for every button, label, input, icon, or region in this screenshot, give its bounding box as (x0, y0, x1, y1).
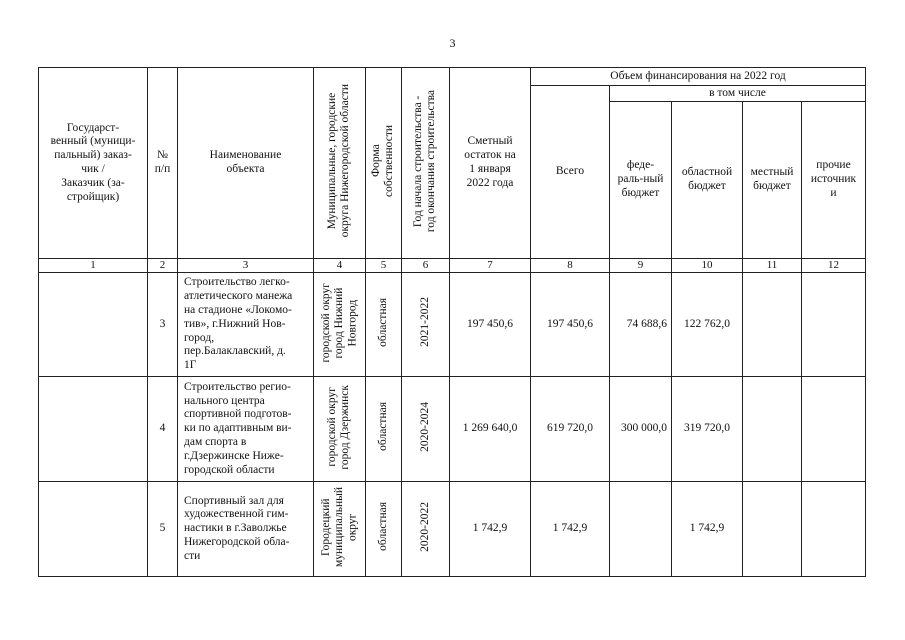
row-years: 2020-2022 (402, 482, 450, 577)
column-number: 4 (314, 259, 366, 273)
column-number: 9 (610, 259, 672, 273)
row-total: 1 742,9 (531, 482, 610, 577)
row-number: 3 (148, 273, 178, 377)
header-estimate: Сметный остаток на 1 января 2022 года (450, 68, 531, 259)
row-local (743, 482, 802, 577)
column-number-row (39, 259, 866, 273)
row-municipality: Городецкий муниципальный округ (314, 482, 366, 577)
page-number: 3 (449, 36, 456, 50)
header-funding: Объем финансирования на 2022 год (531, 68, 866, 86)
column-number: 7 (450, 259, 531, 273)
row-total: 619 720,0 (531, 377, 610, 482)
row-municipality: городской округ город Нижний Новгород (314, 273, 366, 377)
column-number: 12 (802, 259, 866, 273)
column-number: 1 (39, 259, 148, 273)
row-ownership: областная (366, 273, 402, 377)
header-other: прочие источник и (802, 102, 866, 259)
row-object-name: Спортивный зал для художественной гим- настики в г.Заволжье Нижегородской обла- сти (178, 482, 314, 577)
row-customer (39, 273, 148, 377)
column-number: 5 (366, 259, 402, 273)
row-estimate: 197 450,6 (450, 273, 531, 377)
column-number: 11 (743, 259, 802, 273)
table-row (39, 377, 866, 482)
column-number: 10 (672, 259, 743, 273)
header-years: Год начала строительства - год окончания строительства (402, 68, 450, 259)
row-ownership: областная (366, 482, 402, 577)
column-number: 8 (531, 259, 610, 273)
table-row (39, 482, 866, 577)
header-ownership: Форма собственности (366, 68, 402, 259)
header-object-name: Наименование объекта (178, 68, 314, 259)
header-including: в том числе (610, 86, 866, 102)
column-number: 3 (178, 259, 314, 273)
row-customer (39, 482, 148, 577)
row-total: 197 450,6 (531, 273, 610, 377)
row-estimate: 1 742,9 (450, 482, 531, 577)
row-number: 5 (148, 482, 178, 577)
row-other (802, 482, 866, 577)
column-number: 2 (148, 259, 178, 273)
row-customer (39, 377, 148, 482)
header-municipality: Муниципальные, городские округа Нижегородской области (314, 68, 366, 259)
table-row (39, 273, 866, 377)
row-regional: 122 762,0 (672, 273, 743, 377)
row-local (743, 377, 802, 482)
row-object-name: Строительство легко- атлетического манежа на стадионе «Локомо- тив», г.Нижний Нов- город, пер.Балаклавский, д. 1Г (178, 273, 314, 377)
row-local (743, 273, 802, 377)
row-years: 2020-2024 (402, 377, 450, 482)
financing-table (38, 67, 866, 577)
header-local: местный бюджет (743, 102, 802, 259)
row-estimate: 1 269 640,0 (450, 377, 531, 482)
row-years: 2021-2022 (402, 273, 450, 377)
row-federal (610, 482, 672, 577)
row-federal: 300 000,0 (610, 377, 672, 482)
row-number: 4 (148, 377, 178, 482)
column-number: 6 (402, 259, 450, 273)
row-object-name: Строительство регио- нального центра спортивной подготов- ки по адаптивным ви- дам спорта в г.Дзержинске Ниже- городской области (178, 377, 314, 482)
row-federal: 74 688,6 (610, 273, 672, 377)
header-row-number: № п/п (148, 68, 178, 259)
header-regional: областной бюджет (672, 102, 743, 259)
header-customer: Государст- венный (муници- пальный) заказ- чик / Заказчик (за- стройщик) (39, 68, 148, 259)
row-other (802, 273, 866, 377)
row-other (802, 377, 866, 482)
row-regional: 1 742,9 (672, 482, 743, 577)
row-regional: 319 720,0 (672, 377, 743, 482)
row-municipality: городской округ город Дзержинск (314, 377, 366, 482)
header-federal: феде- раль-ный бюджет (610, 102, 672, 259)
row-ownership: областная (366, 377, 402, 482)
header-total: Всего (531, 86, 610, 259)
